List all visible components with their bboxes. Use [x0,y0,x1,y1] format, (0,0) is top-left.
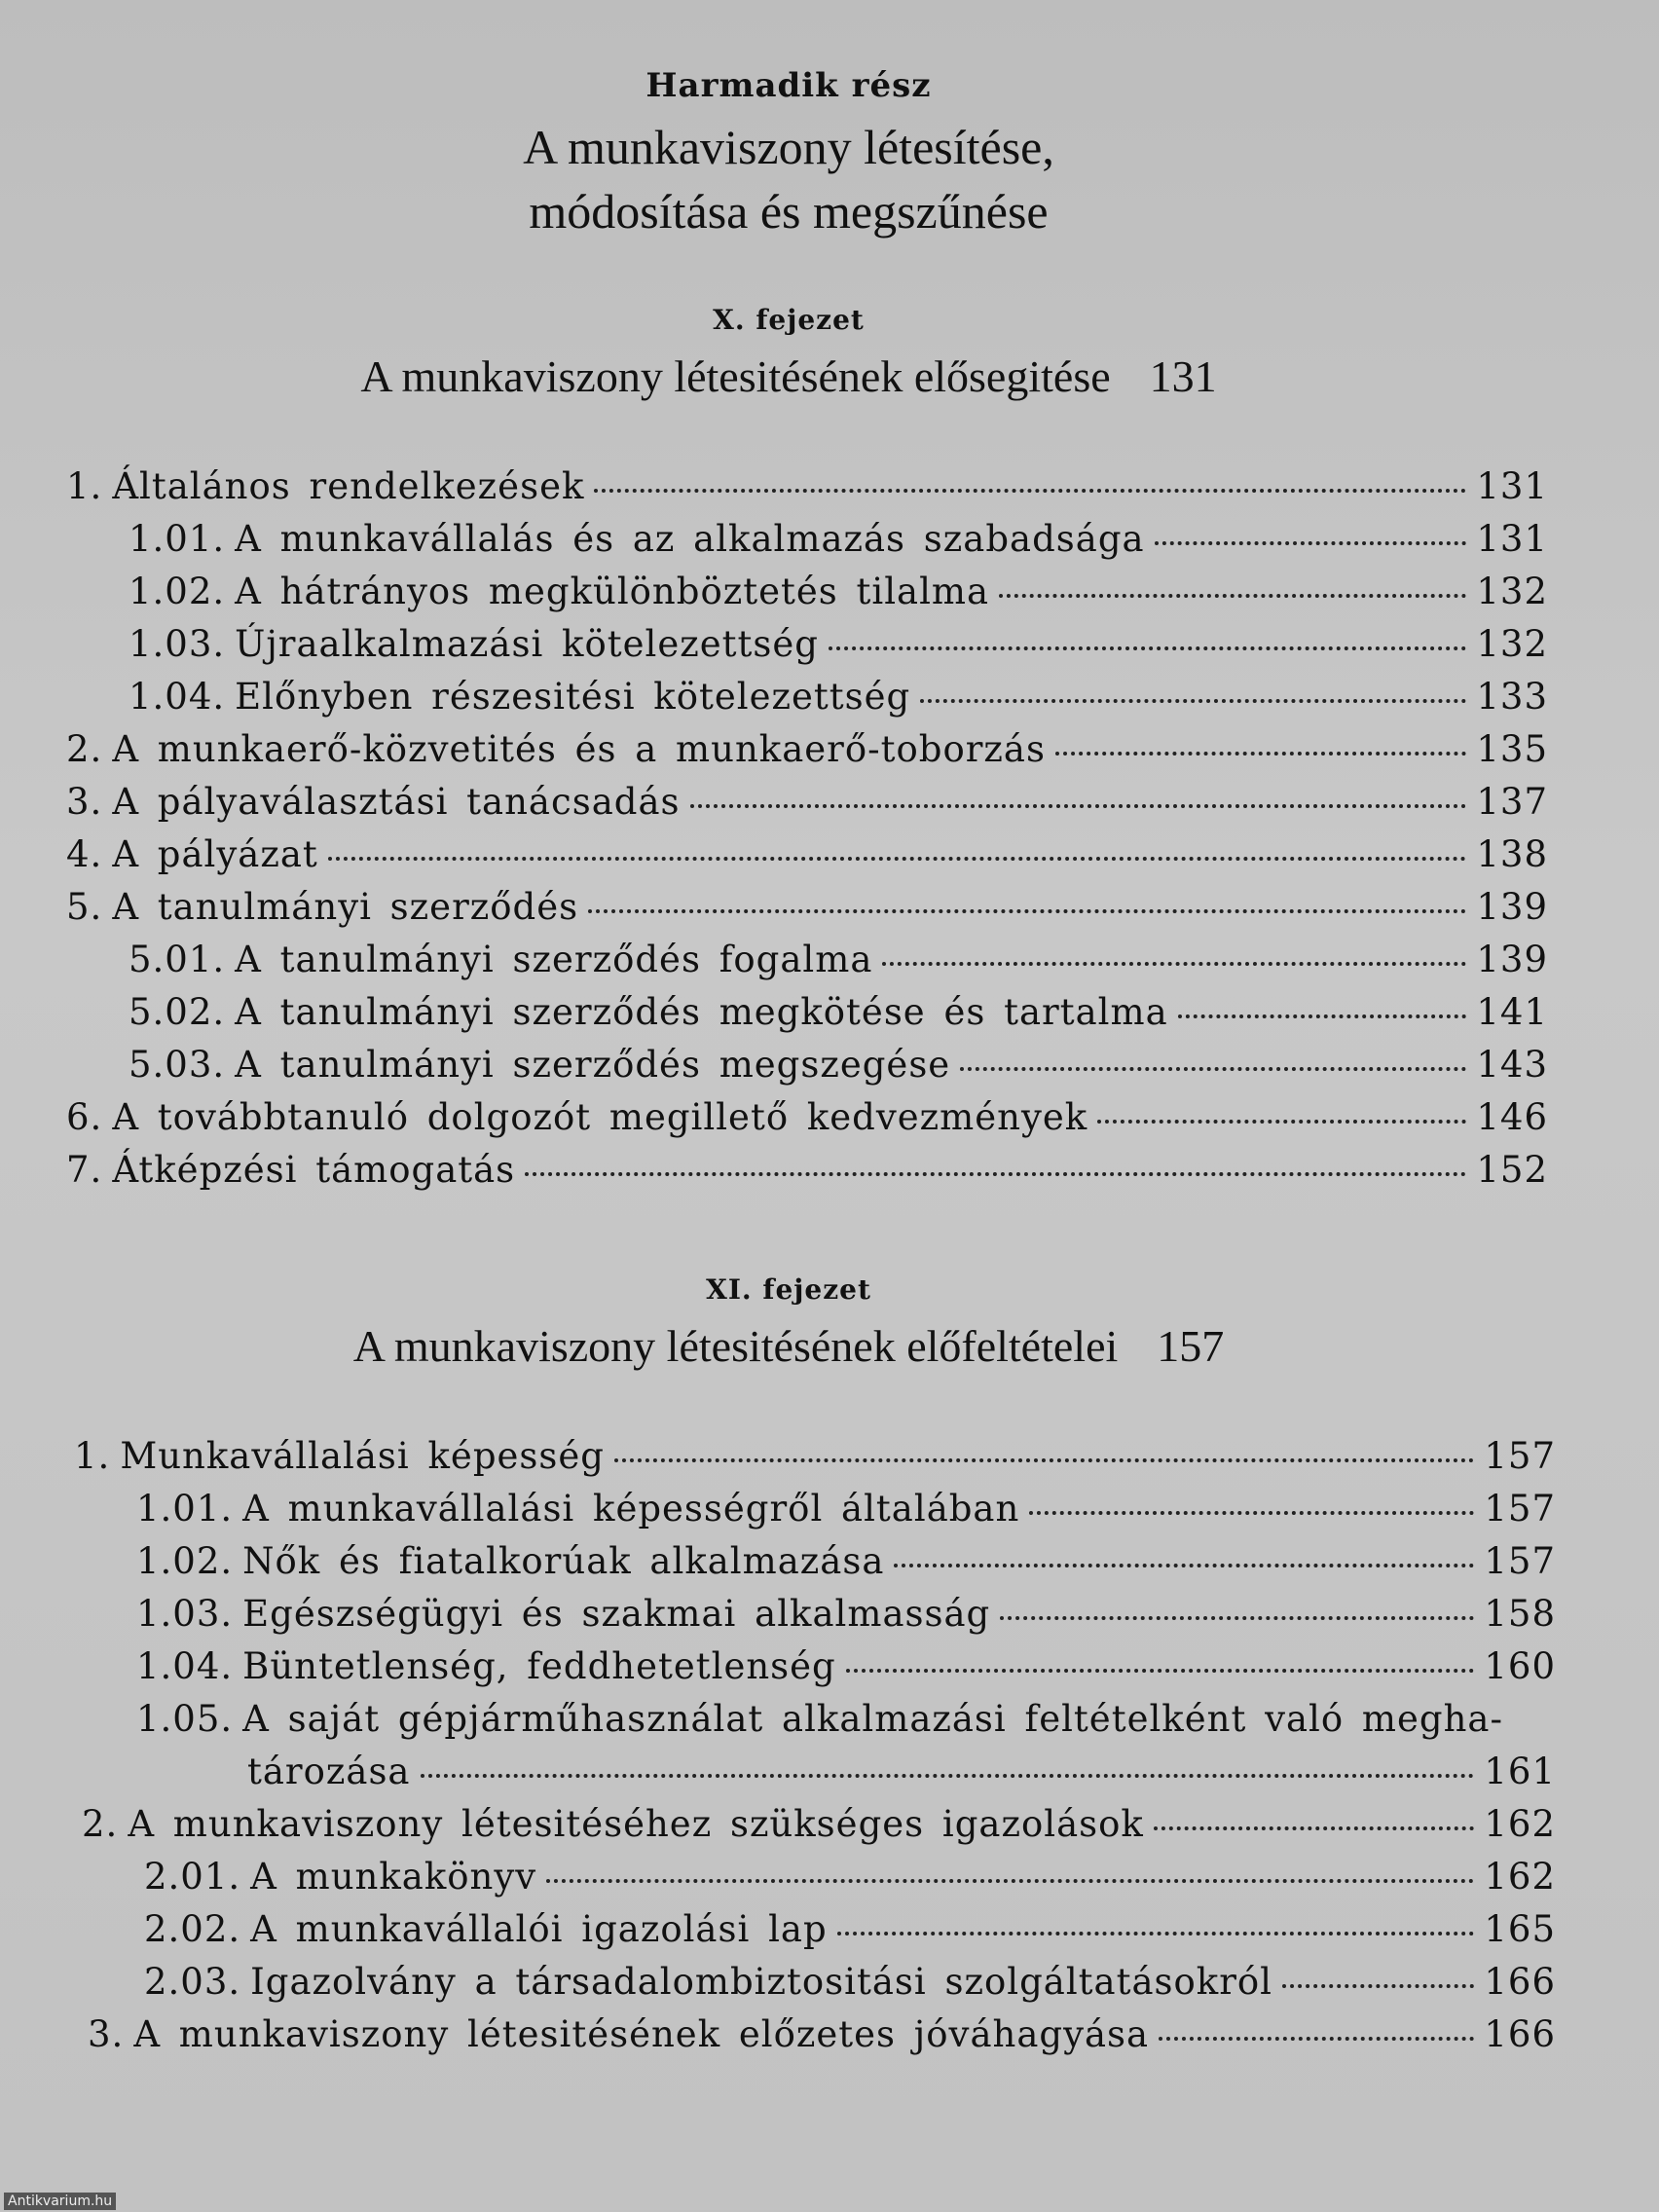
toc-entry-title: A munkavállalás és az alkalmazás szabadsága [235,518,1145,560]
toc-entry-page: 131 [1476,518,1548,560]
toc-entry[interactable] [136,1698,1556,1751]
dot-leader [960,1067,1466,1071]
toc-entry[interactable] [144,1856,1556,1908]
toc-entry-title: A munkaerő-közvetités és a munkaerő-toborzás [112,728,1046,770]
dot-leader [829,646,1466,650]
chapter-title-text: A munkaviszony létesitésének elősegitése [360,351,1111,401]
toc-entry-page: 146 [1476,1096,1548,1138]
toc-entry-number: 6. [66,1096,103,1138]
toc-entry[interactable] [129,939,1548,991]
toc-entry-number: 2.02. [144,1908,241,1950]
toc-entry-page: 166 [1484,2013,1556,2055]
toc-entry-page: 165 [1484,1908,1556,1950]
dot-leader [1154,1826,1475,1830]
toc-list [74,1435,1556,2068]
dot-leader [614,1458,1474,1462]
toc-entry-page: 139 [1476,886,1548,928]
chapter-title-page: 157 [1157,1321,1225,1371]
toc-entry-page: 132 [1476,571,1548,612]
toc-entry-number: 1.02. [136,1540,234,1582]
toc-entry-page: 137 [1476,781,1548,823]
toc-entry-page: 157 [1484,1488,1556,1530]
toc-entry-number: 1. [74,1435,111,1477]
toc-entry[interactable] [136,1540,1556,1593]
toc-entry-number: 3. [88,2013,125,2055]
chapter-label: XI. fejezet [706,1273,871,1306]
toc-entry-number: 2.03. [144,1961,241,2003]
toc-entry[interactable] [129,991,1548,1044]
toc-entry-title: Munkavállalási képesség [120,1435,605,1477]
toc-entry-number: 5.02. [129,991,226,1033]
toc-entry-title: A munkaviszony létesitéséhez szükséges igazolások [128,1803,1144,1845]
toc-entry-page: 141 [1476,991,1548,1033]
toc-entry-title: Újraalkalmazási kötelezettség [235,623,819,665]
toc-entry[interactable] [129,623,1548,676]
part-label: Harmadik rész [645,66,932,105]
toc-entry[interactable] [66,1096,1548,1149]
dot-leader [882,962,1466,966]
dot-leader [1029,1511,1474,1515]
toc-entry-title: Igazolvány a társadalombiztositási szolgáltatásokról [250,1961,1272,2003]
toc-entry[interactable] [66,886,1548,939]
part-title [0,115,1577,243]
toc-entry-number: 1.03. [129,623,226,665]
toc-entry-number: 2. [82,1803,119,1845]
toc-entry[interactable] [129,571,1548,623]
dot-leader [1282,1984,1474,1988]
toc-entry-page: 166 [1484,1961,1556,2003]
toc-entry-title: Büntetlenség, feddhetetlenség [242,1645,836,1687]
toc-entry[interactable] [144,1908,1556,1961]
toc-entry-number: 1.04. [129,676,226,718]
toc-entry-number: 2.01. [144,1856,241,1898]
dot-leader [1159,2037,1474,2041]
toc-entry-page: 160 [1484,1645,1556,1687]
toc-entry-title: A tanulmányi szerződés [112,886,579,928]
toc-entry-number: 1.01. [136,1488,234,1530]
toc-entry-page: 157 [1484,1540,1556,1582]
toc-entry[interactable] [136,1488,1556,1540]
toc-entry[interactable] [82,1803,1556,1856]
toc-entry[interactable] [66,833,1548,886]
toc-entry[interactable] [66,1149,1548,1201]
dot-leader [837,1932,1475,1936]
toc-entry[interactable] [129,676,1548,728]
dot-leader [1178,1014,1467,1018]
toc-entry-page: 162 [1484,1856,1556,1898]
toc-entry-title: A munkavállalási képességről általában [242,1488,1020,1530]
toc-entry[interactable] [66,781,1548,833]
toc-entry[interactable] [129,518,1548,571]
part-title-line-1: A munkaviszony létesítése, [523,120,1054,174]
toc-entry-number: 5.03. [129,1044,226,1086]
dot-leader [894,1564,1474,1567]
toc-entry-title: A munkakönyv [250,1856,537,1898]
toc-entry-page: 132 [1476,623,1548,665]
toc-entry-number: 4. [66,833,103,875]
toc-entry[interactable] [88,2013,1556,2066]
toc-entry-number: 1.03. [136,1593,234,1635]
dot-leader [525,1172,1466,1176]
toc-entry-page: 157 [1484,1435,1556,1477]
dot-leader [1000,1616,1474,1620]
toc-entry[interactable] [66,465,1548,518]
toc-entry-title-continued: tározása [247,1751,411,1792]
toc-entry[interactable] [144,1961,1556,2013]
toc-entry-number: 1.01. [129,518,226,560]
dot-leader [846,1669,1475,1673]
toc-entry-number: 5.01. [129,939,226,980]
toc-entry[interactable] [136,1593,1556,1645]
part-title-line-2: módosítása és megszűnése [529,184,1049,239]
dot-leader [421,1774,1475,1778]
toc-entry[interactable] [129,1044,1548,1096]
toc-entry-number: 1.04. [136,1645,234,1687]
toc-entry-page: 139 [1476,939,1548,980]
toc-entry[interactable] [74,1435,1556,1488]
toc-entry-title: Nők és fiatalkorúak alkalmazása [242,1540,885,1582]
chapter-title [0,350,1577,402]
toc-entry-title: A tanulmányi szerződés fogalma [235,939,873,980]
toc-entry-number: 3. [66,781,103,823]
toc-entry-title: Előnyben részesitési kötelezettség [235,676,911,718]
dot-leader [328,857,1467,861]
toc-entry-title: A pályázat [112,833,318,875]
dot-leader [690,804,1467,808]
chapter-title-page: 131 [1149,351,1217,401]
toc-entry-title: Egészségügyi és szakmai alkalmasság [242,1593,991,1635]
toc-entry-number: 1.05. [136,1698,234,1740]
toc-entry-title: A hátrányos megkülönböztetés tilalma [235,571,990,612]
toc-entry[interactable] [136,1645,1556,1698]
toc-entry-number: 1.02. [129,571,226,612]
toc-entry-page: 162 [1484,1803,1556,1845]
toc-entry-continuation[interactable] [247,1751,1556,1803]
toc-entry[interactable] [66,728,1548,781]
toc-entry-number: 5. [66,886,103,928]
toc-entry-number: 2. [66,728,103,770]
toc-entry-page: 161 [1484,1751,1556,1792]
toc-entry-page: 143 [1476,1044,1548,1086]
toc-entry-number: 7. [66,1149,103,1191]
toc-entry-title: A saját gépjárműhasználat alkalmazási feltételként való megha- [242,1698,1503,1740]
toc-entry-title: A tanulmányi szerződés megszegése [235,1044,951,1086]
toc-entry-number: 1. [66,465,103,507]
toc-entry-page: 138 [1476,833,1548,875]
toc-entry-title: A munkavállalói igazolási lap [250,1908,828,1950]
watermark: Antikvarium.hu [4,2193,116,2210]
toc-entry-title: Általános rendelkezések [112,465,585,507]
chapter-title [0,1320,1577,1372]
dot-leader [1055,752,1466,756]
toc-list [66,465,1548,1205]
chapter-label: X. fejezet [713,304,865,336]
toc-entry-title: A továbbtanuló dolgozót megillető kedvezmények [112,1096,1088,1138]
chapter-title-text: A munkaviszony létesitésének előfeltételei [352,1321,1119,1371]
toc-entry-page: 133 [1476,676,1548,718]
toc-entry-page: 152 [1476,1149,1548,1191]
toc-entry-page: 158 [1484,1593,1556,1635]
toc-entry-title: A tanulmányi szerződés megkötése és tartalma [235,991,1168,1033]
dot-leader [1097,1120,1466,1124]
dot-leader [1155,541,1467,545]
toc-entry-title: A munkaviszony létesitésének előzetes jóváhagyása [133,2013,1150,2055]
dot-leader [546,1879,1474,1883]
toc-entry-title: Átképzési támogatás [112,1149,516,1191]
toc-entry-page: 135 [1476,728,1548,770]
dot-leader [594,489,1466,493]
dot-leader [588,909,1466,913]
dot-leader [920,699,1466,703]
toc-entry-page: 131 [1476,465,1548,507]
toc-entry-title: A pályaválasztási tanácsadás [112,781,681,823]
dot-leader [999,594,1466,598]
